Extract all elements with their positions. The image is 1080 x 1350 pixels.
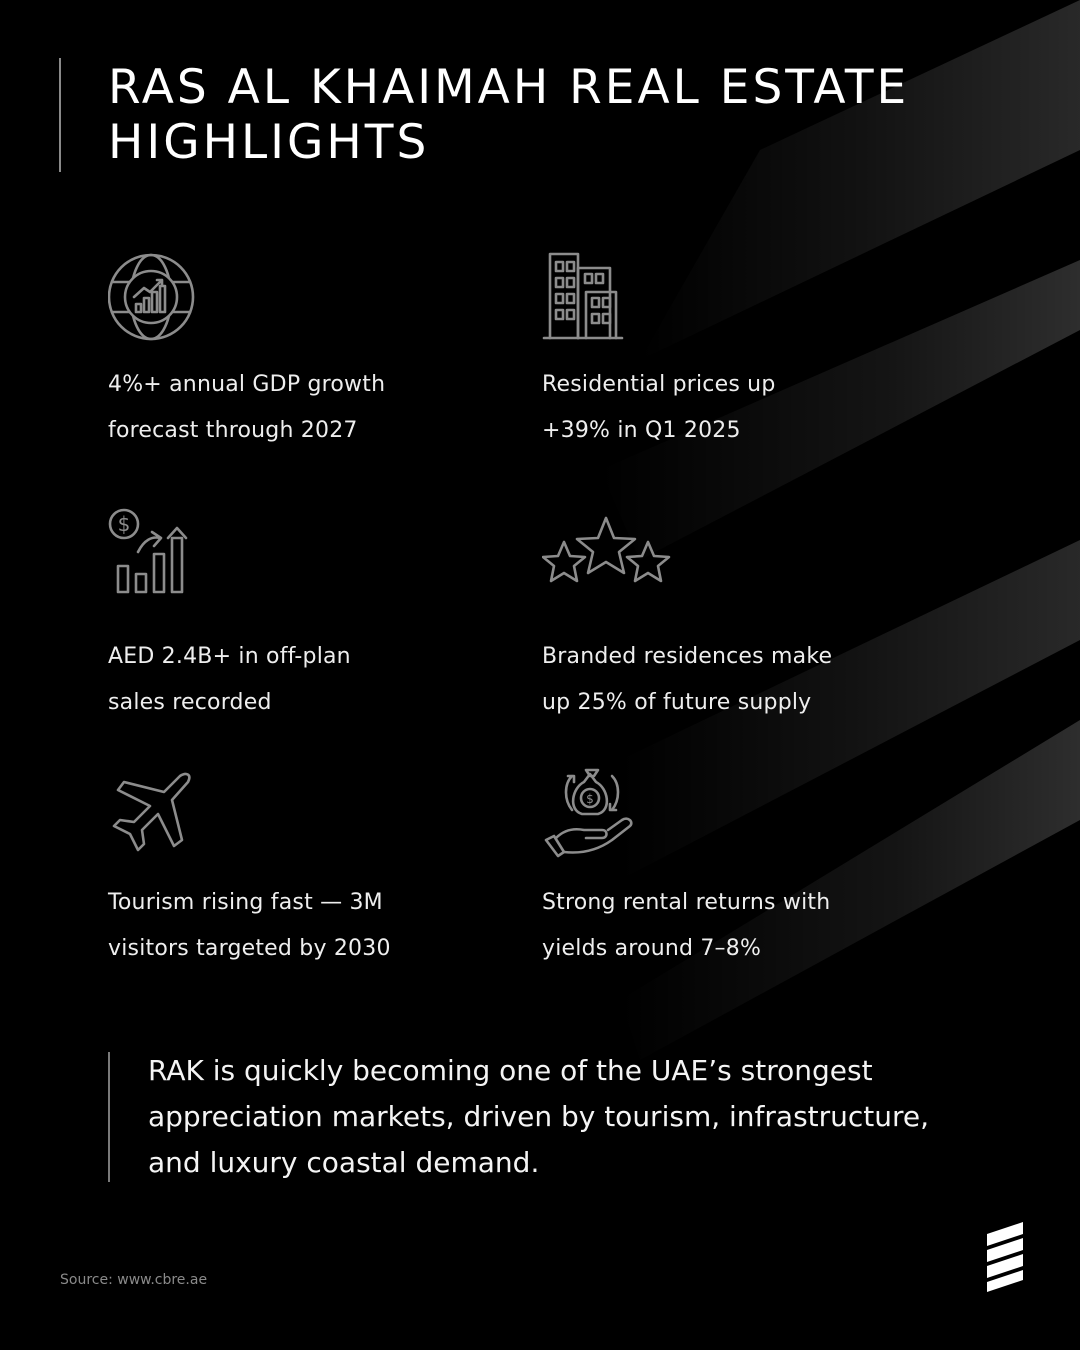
highlight-text-line: Branded residences make — [542, 644, 833, 669]
highlight-text-line: 4%+ annual GDP growth — [108, 372, 386, 397]
highlight-rental-returns — [542, 764, 922, 970]
three-stars-icon — [542, 508, 672, 598]
summary-line-3: and luxury coastal demand. — [148, 1146, 540, 1179]
highlight-branded-residences — [542, 508, 922, 718]
hand-money-bag-icon — [542, 764, 642, 864]
brand-logo — [987, 1222, 1023, 1296]
highlight-text-line: Residential prices up — [542, 372, 776, 397]
highlight-off-plan-sales — [108, 508, 488, 718]
highlight-text-line: Strong rental returns with — [542, 890, 831, 915]
highlight-gdp-growth — [108, 252, 488, 452]
highlight-text-line: visitors targeted by 2030 — [108, 936, 391, 961]
buildings-icon — [542, 252, 632, 342]
summary-text — [148, 1048, 1028, 1186]
highlight-text-line: up 25% of future supply — [542, 690, 812, 715]
svg-text:$: $ — [117, 512, 131, 536]
money-growth-chart-icon — [108, 508, 198, 598]
source-citation: Source: www.cbre.ae — [60, 1272, 208, 1288]
title-line-1: RAS AL KHAIMAH REAL ESTATE — [108, 60, 910, 115]
summary-line-1: RAK is quickly becoming one of the UAE’s strongest — [148, 1054, 873, 1087]
page-title — [108, 60, 1008, 170]
highlight-text-line: Tourism rising fast — 3M — [108, 890, 383, 915]
highlight-text-line: forecast through 2027 — [108, 418, 358, 443]
highlight-tourism — [108, 770, 488, 970]
summary-line-2: appreciation markets, driven by tourism, infrastructure, — [148, 1100, 930, 1133]
highlight-text-line: +39% in Q1 2025 — [542, 418, 741, 443]
svg-text:$: $ — [586, 792, 594, 806]
summary-accent-bar — [108, 1052, 110, 1182]
highlight-residential-prices — [542, 252, 922, 452]
globe-growth-chart-icon — [108, 252, 198, 342]
highlight-text-line: AED 2.4B+ in off-plan — [108, 644, 351, 669]
highlight-text-line: sales recorded — [108, 690, 272, 715]
title-line-2: HIGHLIGHTS — [108, 115, 430, 170]
highlight-text-line: yields around 7–8% — [542, 936, 762, 961]
airplane-icon — [108, 770, 198, 860]
title-accent-bar — [59, 58, 61, 172]
